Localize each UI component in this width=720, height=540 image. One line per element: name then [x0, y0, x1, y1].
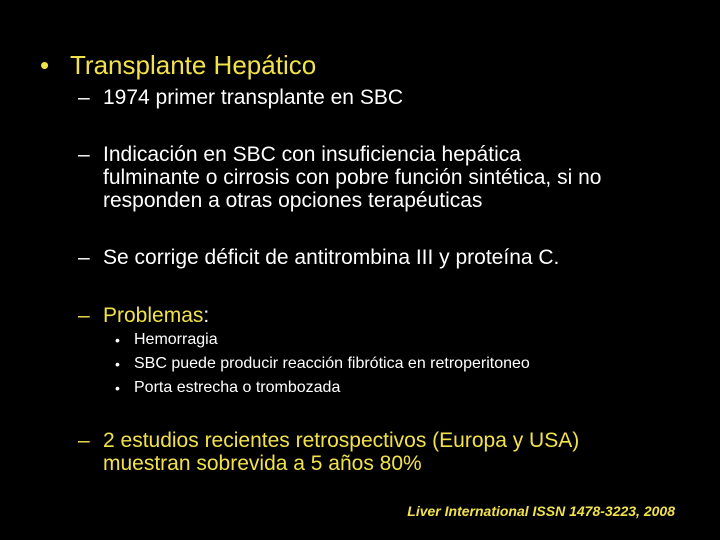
sub-bullet: • [115, 332, 120, 348]
problems-label: Problemas [103, 304, 204, 327]
subitem-hemorragia: Hemorragia [134, 331, 218, 348]
dash-bullet: – [78, 304, 90, 327]
sub-bullet: • [115, 356, 120, 372]
item-deficit-correction: Se corrige déficit de antitrombina III y proteína C. [103, 246, 560, 269]
item-indication-line-3: responden a otras opciones terapéuticas [103, 189, 483, 212]
title-bullet: • [40, 50, 50, 80]
slide-title: Transplante Hepático [70, 50, 317, 80]
citation: Liver International ISSN 1478-3223, 2008 [407, 503, 675, 519]
problems-colon: : [203, 304, 210, 327]
dash-bullet: – [78, 429, 90, 452]
subitem-fibrotic-reaction: SBC puede producir reacción fibrótica en retroperitoneo [134, 355, 530, 372]
dash-bullet: – [78, 143, 90, 166]
item-1974-transplant: 1974 primer transplante en SBC [103, 86, 403, 109]
item-studies-line-2: muestran sobrevida a 5 años 80% [103, 452, 422, 475]
dash-bullet: – [78, 86, 90, 109]
sub-bullet: • [115, 380, 120, 396]
item-indication-line-1: Indicación en SBC con insuficiencia hepática [103, 143, 521, 166]
item-studies-line-1: 2 estudios recientes retrospectivos (Europa y USA) [103, 429, 580, 452]
subitem-portal-vein: Porta estrecha o trombozada [134, 379, 341, 396]
dash-bullet: – [78, 246, 90, 269]
item-indication-line-2: fulminante o cirrosis con pobre función sintética, si no [103, 166, 602, 189]
problems-heading [103, 304, 209, 327]
